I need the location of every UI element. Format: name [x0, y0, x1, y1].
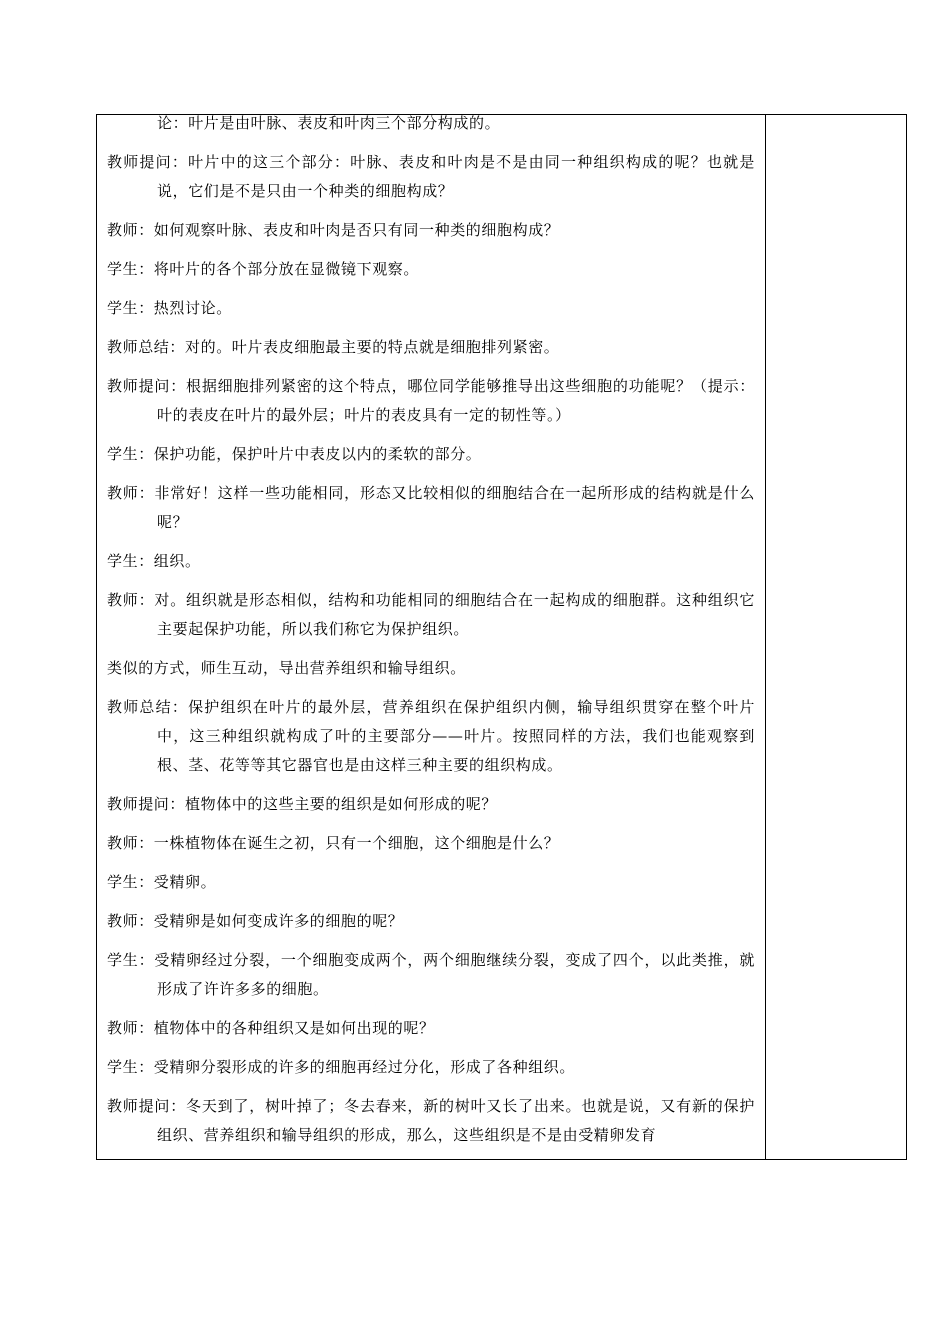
main-content-cell [97, 115, 766, 1160]
dialogue-paragraph: 学生：受精卵。 [107, 873, 217, 891]
dialogue-paragraph: 学生：组织。 [107, 552, 201, 570]
dialogue-paragraph: 教师总结：对的。叶片表皮细胞最主要的特点就是细胞排列紧密。 [107, 338, 560, 356]
dialogue-paragraph: 教师：如何观察叶脉、表皮和叶肉是否只有同一种类的细胞构成？ [107, 221, 560, 239]
dialogue-paragraph: 学生：受精卵经过分裂，一个细胞变成两个，两个细胞继续分裂，变成了四个，以此类推，就形成了许许多多的细胞。 [107, 951, 755, 998]
dialogue-paragraph: 教师提问：叶片中的这三个部分：叶脉、表皮和叶肉是不是由同一种组织构成的呢？也就是说，它们是不是只由一个种类的细胞构成？ [107, 153, 755, 200]
notes-cell [766, 115, 907, 1160]
dialogue-paragraph: 学生：保护功能，保护叶片中表皮以内的柔软的部分。 [107, 445, 482, 463]
dialogue-paragraph: 教师：植物体中的各种组织又是如何出现的呢？ [107, 1019, 435, 1037]
dialogue-paragraph: 教师：对。组织就是形态相似，结构和功能相同的细胞结合在一起构成的细胞群。这种组织它主要起保护功能，所以我们称它为保护组织。 [107, 591, 755, 638]
dialogue-content [97, 115, 765, 1159]
lesson-table [96, 114, 907, 1160]
dialogue-paragraph: 类似的方式，师生互动，导出营养组织和输导组织。 [107, 659, 466, 677]
dialogue-paragraph: 教师：一株植物体在诞生之初，只有一个细胞，这个细胞是什么？ [107, 834, 560, 852]
dialogue-paragraph: 教师总结：保护组织在叶片的最外层，营养组织在保护组织内侧，输导组织贯穿在整个叶片中，这三种组织就构成了叶的主要部分——叶片。按照同样的方法，我们也能观察到根、茎、花等等其它器官也是由这样三种主要的组织构成。 [107, 698, 755, 774]
dialogue-paragraph: 教师提问：植物体中的这些主要的组织是如何形成的呢？ [107, 795, 498, 813]
dialogue-paragraph: 学生：受精卵分裂形成的许多的细胞再经过分化，形成了各种组织。 [107, 1058, 576, 1076]
dialogue-paragraph: 学生：热烈讨论。 [107, 299, 232, 317]
dialogue-paragraph: 学生：将叶片的各个部分放在显微镜下观察。 [107, 260, 420, 278]
dialogue-paragraph: 教师提问：根据细胞排列紧密的这个特点，哪位同学能够推导出这些细胞的功能呢？（提示：叶的表皮在叶片的最外层；叶片的表皮具有一定的韧性等。） [107, 377, 755, 424]
dialogue-paragraph: 教师提问：冬天到了，树叶掉了；冬去春来，新的树叶又长了出来。也就是说，又有新的保护组织、营养组织和输导组织的形成，那么，这些组织是不是由受精卵发育 [107, 1097, 755, 1144]
dialogue-paragraph: 教师：非常好！这样一些功能相同，形态又比较相似的细胞结合在一起所形成的结构就是什么呢？ [107, 484, 755, 531]
dialogue-paragraph: 论：叶片是由叶脉、表皮和叶肉三个部分构成的。 [157, 115, 501, 132]
dialogue-paragraph: 教师：受精卵是如何变成许多的细胞的呢？ [107, 912, 404, 930]
